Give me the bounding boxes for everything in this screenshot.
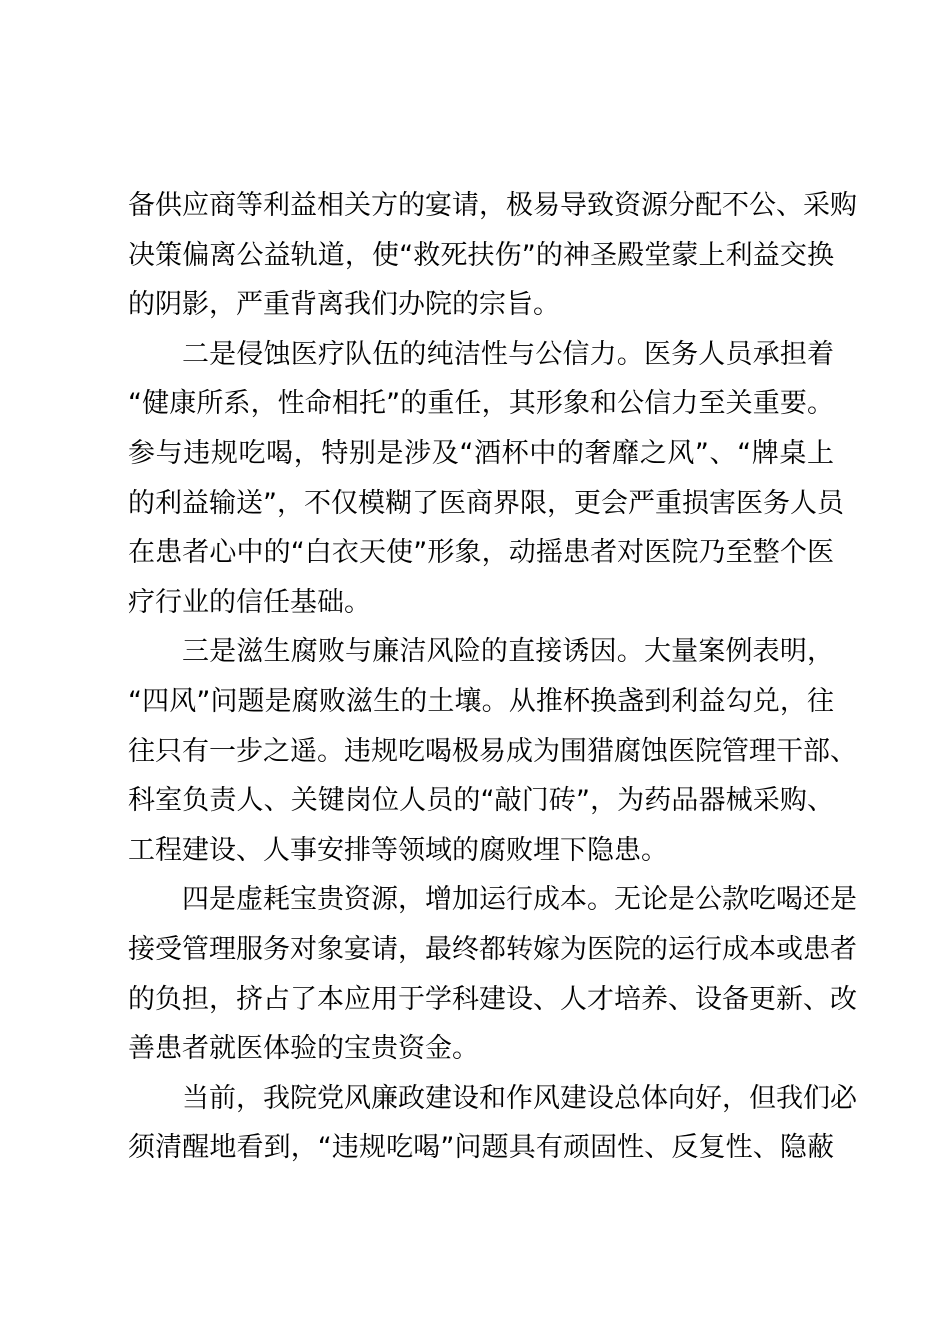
text-line: 工程建设、人事安排等领域的腐败埋下隐患。 <box>128 834 668 866</box>
text-line: 决策偏离公益轨道，使“救死扶伤”的神圣殿堂蒙上利益交换 <box>128 239 834 271</box>
text-line: 往只有一步之遥。违规吃喝极易成为围猎腐蚀医院管理干部、 <box>128 735 857 767</box>
text-line: 二是侵蚀医疗队伍的纯洁性与公信力。医务人员承担着 <box>182 338 834 370</box>
document-body <box>128 181 857 1173</box>
text-line: 的阴影，严重背离我们办院的宗旨。 <box>128 289 560 321</box>
text-line: “健康所系，性命相托”的重任，其形象和公信力至关重要。 <box>128 388 834 420</box>
text-line: “四风”问题是腐败滋生的土壤。从推杯换盏到利益勾兑，往 <box>128 685 834 717</box>
text-line: 疗行业的信任基础。 <box>128 586 371 618</box>
paragraph <box>128 330 844 628</box>
text-line: 的负担，挤占了本应用于学科建设、人才培养、设备更新、改 <box>128 983 857 1015</box>
paragraph <box>128 627 857 875</box>
text-line: 备供应商等利益相关方的宴请，极易导致资源分配不公、采购 <box>128 190 857 221</box>
text-line: 善患者就医体验的宝贵资金。 <box>128 1033 479 1065</box>
text-line: 参与违规吃喝，特别是涉及“酒杯中的奢靡之风”、“牌桌上 <box>128 437 834 469</box>
text-line: 须清醒地看到，“违规吃喝”问题具有顽固性、反复性、隐蔽 <box>128 1132 834 1164</box>
text-line: 四是虚耗宝贵资源，增加运行成本。无论是公款吃喝还是 <box>182 884 857 916</box>
text-line: 接受管理服务对象宴请，最终都转嫁为医院的运行成本或患者 <box>128 933 857 965</box>
text-line: 当前，我院党风廉政建设和作风建设总体向好，但我们必 <box>182 1082 857 1114</box>
paragraph <box>128 875 857 1073</box>
text-line: 在患者心中的“白衣天使”形象，动摇患者对医院乃至整个医 <box>128 537 834 569</box>
paragraph <box>128 1074 857 1173</box>
text-line: 科室负责人、关键岗位人员的“敲门砖”，为药品器械采购、 <box>128 785 834 817</box>
text-line: 三是滋生腐败与廉洁风险的直接诱因。大量案例表明， <box>182 636 834 668</box>
paragraph <box>128 181 857 330</box>
text-line: 的利益输送”，不仅模糊了医商界限，更会严重损害医务人员 <box>128 487 844 519</box>
